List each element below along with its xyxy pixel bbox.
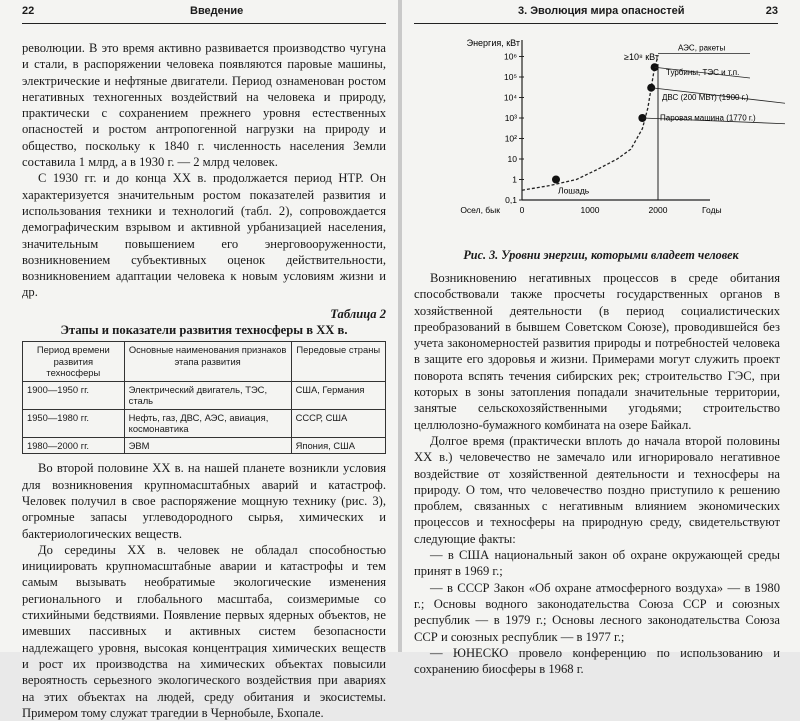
energy-curve [522,57,658,191]
table-cell: 1950—1980 гг. [23,409,125,437]
table-cell: Электрический двигатель, ТЭС, сталь [124,381,291,409]
paragraph: Долгое время (практически вплоть до начала второй половины XX в.) человечество не замечало или игнорировало негативное воздействие от хозяйственной деятельности и техносферы на природу. О том, что человечество поздно приступило к решению проблем, связанных с негативным влиянием экономических процессов и техносферы на природную среду, свидетельствуют следующие факты: [414,433,780,546]
annotation-label: ДВС (200 МВт) (1900 г.) [662,93,749,103]
right-running-title: 3. Эволюция мира опасностей [518,5,685,17]
table-header-row [23,342,386,382]
table-header-cell: Период времени развития техносферы [23,342,125,382]
x-tick-label: 1000 [580,205,600,215]
left-running-title: Введение [190,5,244,17]
y-tick-label: 10⁵ [504,72,517,82]
table-header-cell: Передовые страны [291,342,385,382]
paragraph: До середины XX в. человек не обладал способностью инициировать крупномасштабные аварии и катастрофы и тем самым вызывать необратимые экологические изменения регионального и глобального масштаба, соизмеримые со стихийными бедствиями. Появление первых ядерных объектов, не имевших пассивных и активных систем безопасности надлежащего уровня, высокая концентрация химических веществ и рост их производства на химических объектах повысили вероятность серьезного экологического воздействия при авариях на этих объектах на людей, среду обитания и экосистемы. Примером тому служат трагедии в Чернобыле, Бхопале. [22,542,386,720]
y-tick-label: 0,1 [505,195,517,205]
header-rule [22,23,386,24]
right-running-header [414,4,778,24]
paragraph: С 1930 гг. и до конца XX в. продолжается период НТР. Он характеризуется значительным ростом показателей развития и использования техники и технологий (табл. 2), сопровождается демографическим взрывом и активной урбанизацией населения, значительным повышением его энерговооруженности, возникновением субъективных оценок действительности, возникновением адаптации человека к новым условиям жизни и др. [22,171,386,300]
table-cell: СССР, США [291,409,385,437]
table-header-cell: Основные наименования признаков этапа развития [124,342,291,382]
data-table [22,341,386,454]
left-page-number: 22 [22,5,35,17]
table-label: Таблица 2 [330,306,386,321]
y-tick-label: 1 [512,174,517,185]
y-tick-label: 10⁶ [504,51,517,62]
left-body [22,40,386,721]
y-tick-label: 10⁴ [503,92,517,103]
table-cell: Нефть, газ, ДВС, АЭС, авиация, космонавтика [124,409,291,437]
table-cell: ЭВМ [124,437,291,454]
annotation-label: АЭС, ракеты [678,43,726,53]
list-item: — в СССР Закон «Об охране атмосферного воздуха» — в 1980 г.; Основы водного законодательства Союза ССР и союзных республик — в 1979 г.; Основы лесного законодательства Союза ССР и союзных республик — в 1977 г.; [414,580,780,644]
right-body [414,270,780,677]
table-row [23,437,386,454]
annotation-label: Турбины, ТЭС и т.п. [666,68,740,77]
table-cell: США, Германия [291,381,385,409]
paragraph: Во второй половине XX в. на нашей планете возникли условия для возникновения крупномасштабных аварий и катастроф. Человек получил в свое распоряжение мощную технику (рис. 3), огромные запасы углеводородного сырья, химических и бактериологических веществ. [22,461,386,541]
paragraph: революции. В это время активно развивается производство чугуна и стали, в распоряжении человека появляются паровые машины, электрические и нефтяные двигатели. Период ознаменован ростом негативных техногенных воздействий на человека и природу, практически с сохранением прежнего уровня естественных опасностей и ростом антропогенной нагрузки на природу и общество, поскольку к 1840 г. численность населения Земли составила 1 млрд, а в 1930 г. — 2 млрд человек. [22,41,386,170]
figure-caption: Рис. 3. Уровни энергии, которыми владеет человек [463,248,739,262]
data-point [552,176,560,184]
annotation-label: Паровая машина (1770 г.) [660,113,756,123]
table-cell: Япония, США [291,437,385,454]
table-title: Этапы и показатели развития техносферы в XX в. [60,323,348,338]
energy-chart [410,30,792,242]
paragraph: Возникновению негативных процессов в среде обитания способствовали также просчеты государственных органов в хозяйственной деятельности (в период социалистических преобразований в бывшем Советском Союзе), проводившейся без учета закономерностей развития природы и потребностей человека в защите его здоровья и жизни. Примерами могут служить проект поворота вспять течения сибирских рек; строительство ГЭС, при которых в зоны затопления попадали значительные территории, занятые сельскохозяйственными угодьями; строительство целлюлозно-бумажного комбината на озере Байкал. [414,271,780,432]
y-tick-label: 10 [507,154,517,164]
list-item: — в США национальный закон об охране окружающей среды принят в 1969 г.; [414,548,780,579]
x-tick-label: 2000 [648,205,668,215]
table-row [23,409,386,437]
y-tick-label: 10² [504,133,517,144]
chart-curve [522,57,658,191]
table-row [23,381,386,409]
table-cell: 1980—2000 гг. [23,437,125,454]
x-axis-label: Годы [702,205,722,215]
y-axis-label: Энергия, кВт [466,38,520,48]
top-note: ≥10⁸ кВт [624,52,660,62]
x-start-label: Осел, бык [460,205,500,215]
annotation-label: Лошадь [558,185,590,196]
table-cell: 1900—1950 гг. [23,381,125,409]
right-page-number: 23 [765,5,778,17]
chart-labels [460,38,785,215]
left-running-header [22,4,386,24]
list-item: — ЮНЕСКО провело конференцию по использованию и сохранению биосферы в 1968 г. [414,645,780,677]
x-tick-label: 0 [519,205,525,215]
header-rule [414,23,778,24]
y-tick-label: 10³ [504,113,517,123]
